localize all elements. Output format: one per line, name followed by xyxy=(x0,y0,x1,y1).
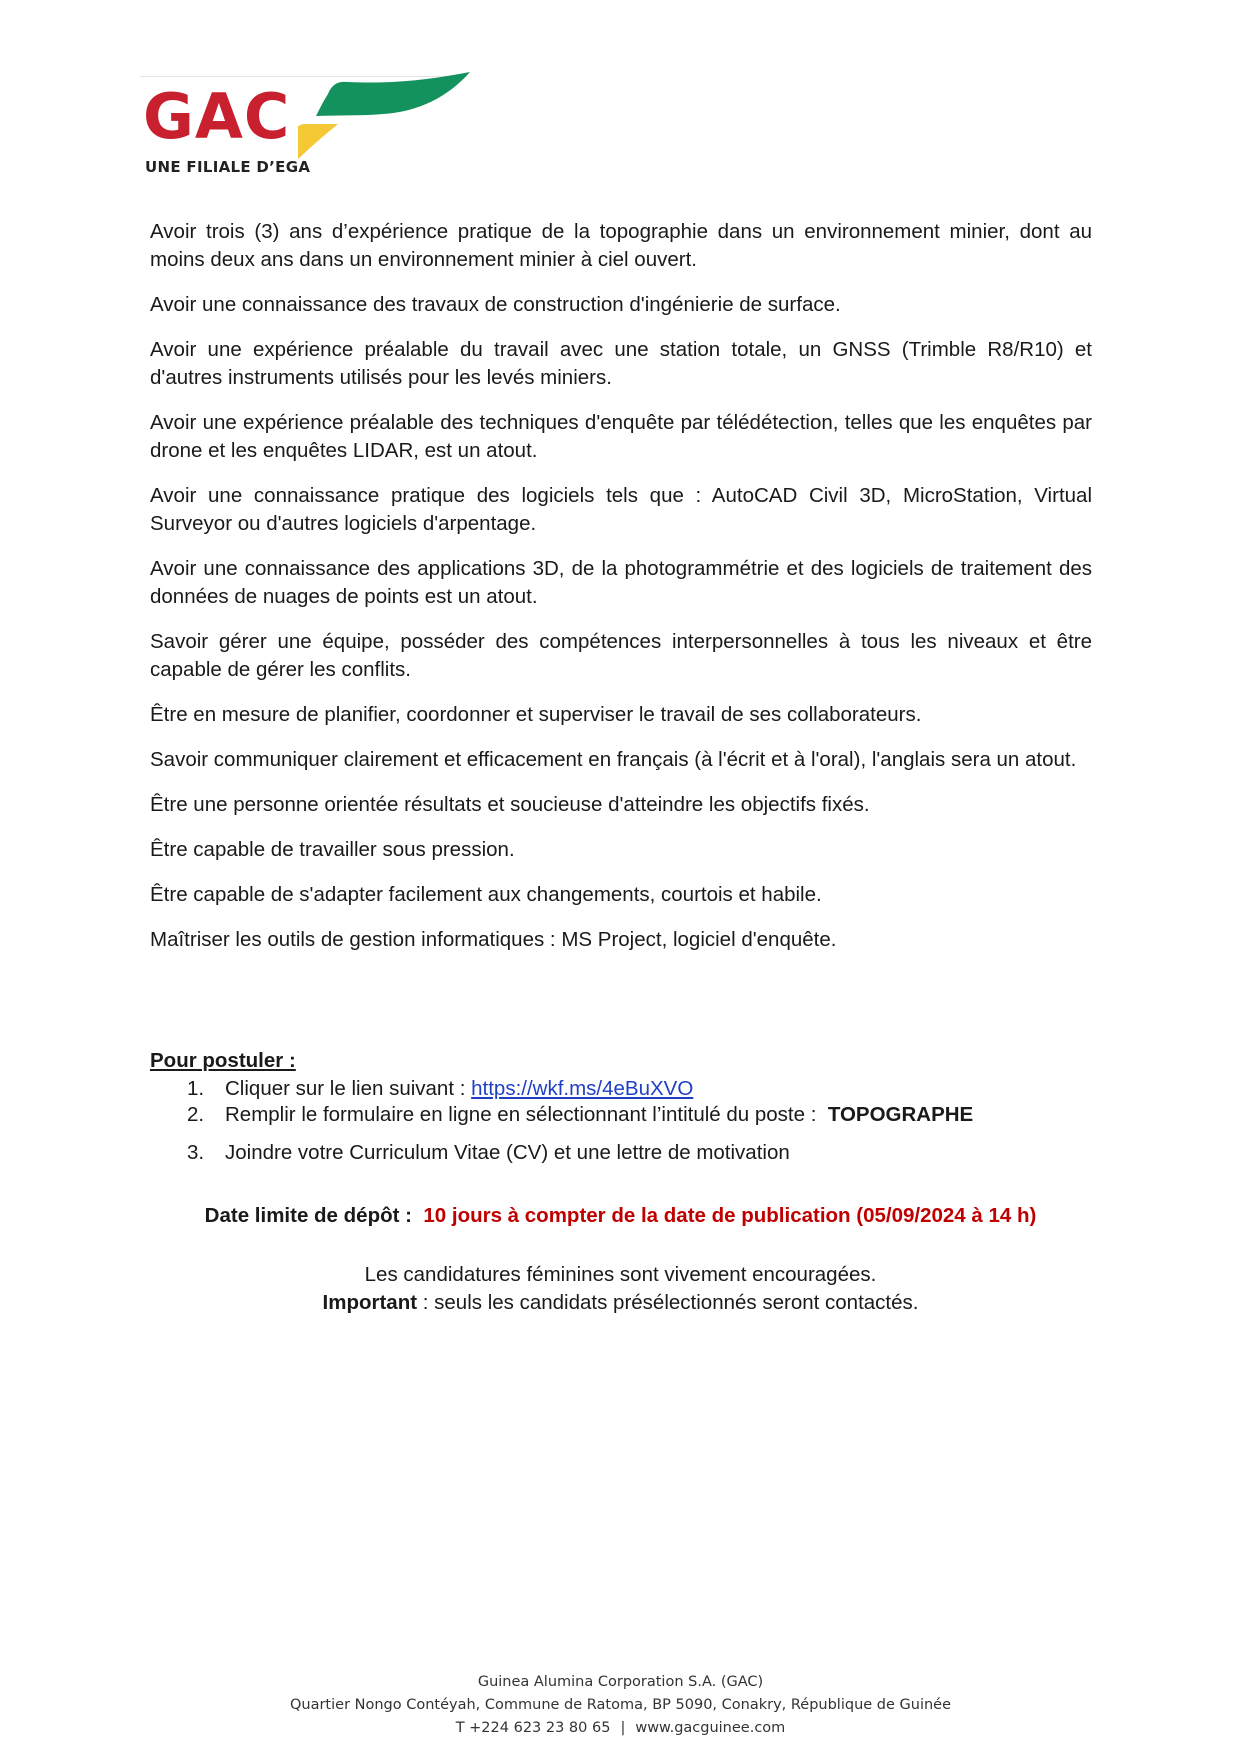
important-label: Important xyxy=(322,1291,418,1314)
footer xyxy=(0,1671,1241,1740)
footer-address: Quartier Nongo Contéyah, Commune de Ratoma, BP 5090, Conakry, République de Guinée xyxy=(289,1697,952,1713)
requirement-item: Avoir une connaissance des applications 3D, de la photogrammétrie et des logiciels de traitement des données de nuages de points est un atout. xyxy=(150,557,1092,608)
apply-link[interactable]: https://wkf.ms/4eBuXVO xyxy=(471,1077,694,1100)
step-number: 2. xyxy=(187,1103,205,1126)
footer-company: Guinea Alumina Corporation S.A. (GAC) xyxy=(477,1674,764,1690)
requirement-item: Avoir une expérience préalable des techniques d'enquête par télédétection, telles que les enquêtes par drone et les enquêtes LIDAR, est un atout. xyxy=(150,411,1092,462)
footer-contact xyxy=(0,1717,1241,1740)
apply-step xyxy=(150,1076,1092,1102)
requirements-list xyxy=(150,218,1092,971)
closing-notes xyxy=(0,1261,1241,1317)
logo-tagline: UNE FILIALE D’EGA xyxy=(145,158,311,176)
logo-wing-icon xyxy=(298,72,473,177)
requirement-item: Être en mesure de planifier, coordonner et superviser le travail de ses collaborateurs. xyxy=(150,703,922,726)
requirement-item: Être une personne orientée résultats et soucieuse d'atteindre les objectifs fixés. xyxy=(150,793,870,816)
step-number: 1. xyxy=(187,1077,205,1100)
gac-logo xyxy=(140,72,470,182)
apply-step xyxy=(150,1140,1092,1166)
requirement-item: Savoir communiquer clairement et efficacement en français (à l'écrit et à l'oral), l'anglais sera un atout. xyxy=(150,748,1077,771)
logo-yellow-wing xyxy=(298,124,338,164)
requirement-item: Maîtriser les outils de gestion informatiques : MS Project, logiciel d'enquête. xyxy=(150,928,837,951)
apply-steps xyxy=(150,1076,1092,1166)
step-text: Cliquer sur le lien suivant : xyxy=(225,1077,472,1100)
footer-website[interactable]: www.gacguinee.com xyxy=(635,1720,786,1736)
logo-wordmark: GAC xyxy=(143,80,291,153)
step-text: Remplir le formulaire en ligne en sélectionnant l’intitulé du poste : xyxy=(225,1103,828,1126)
important-text: : seuls les candidats présélectionnés seront contactés. xyxy=(417,1291,919,1314)
requirement-item: Avoir une expérience préalable du travail avec une station totale, un GNSS (Trimble R8/R10) et d'autres instruments utilisés pour les levés miniers. xyxy=(150,338,1092,389)
important-note xyxy=(0,1289,1241,1317)
logo-green-wing xyxy=(316,72,470,116)
apply-step xyxy=(150,1102,1092,1128)
step-text: Joindre votre Curriculum Vitae (CV) et une lettre de motivation xyxy=(225,1141,790,1164)
requirement-item: Avoir trois (3) ans d’expérience pratique de la topographie dans un environnement minier, dont au moins deux ans dans un environnement minier à ciel ouvert. xyxy=(150,220,1092,271)
apply-section xyxy=(150,1048,1092,1166)
deadline-label: Date limite de dépôt : xyxy=(204,1204,418,1227)
requirement-item: Avoir une connaissance des travaux de construction d'ingénierie de surface. xyxy=(150,293,841,316)
footer-phone: T +224 623 23 80 65 xyxy=(455,1720,611,1736)
step-number: 3. xyxy=(187,1141,205,1164)
diversity-note: Les candidatures féminines sont vivement encouragées. xyxy=(364,1263,877,1286)
requirement-item: Savoir gérer une équipe, posséder des compétences interpersonnelles à tous les niveaux et être capable de gérer les conflits. xyxy=(150,630,1092,681)
job-title: TOPOGRAPHE xyxy=(827,1103,974,1126)
deadline-value: 10 jours à compter de la date de publication (05/09/2024 à 14 h) xyxy=(423,1204,1037,1227)
requirement-item: Être capable de travailler sous pression. xyxy=(150,838,515,861)
requirement-item: Avoir une connaissance pratique des logiciels tels que : AutoCAD Civil 3D, MicroStation, Virtual Surveyor ou d'autres logiciels d'arpentage. xyxy=(150,484,1092,535)
footer-separator: | xyxy=(620,1720,626,1736)
requirement-item: Être capable de s'adapter facilement aux changements, courtois et habile. xyxy=(150,883,822,906)
apply-title: Pour postuler : xyxy=(150,1049,296,1072)
deadline xyxy=(0,1204,1241,1228)
